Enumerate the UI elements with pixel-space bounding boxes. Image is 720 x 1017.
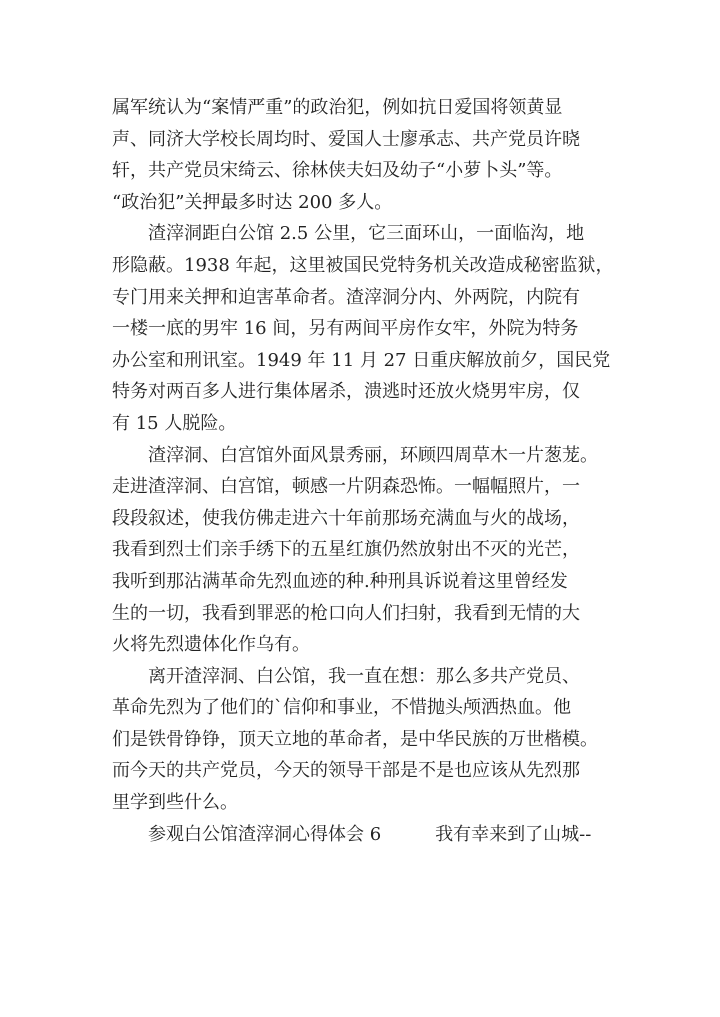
text-line: 渣滓洞、白宫馆外面风景秀丽，环顾四周草木一片葱茏。 [112, 444, 598, 466]
text-line: 走进渣滓洞、白宫馆，顿感一片阴森恐怖。一幅幅照片，一 [112, 476, 580, 498]
text-line: 段段叙述，使我仿佛走进六十年前那场充满血与火的战场， [112, 507, 580, 529]
text-line: 们是铁骨铮铮，顶天立地的革命者，是中华民族的万世楷模。 [112, 728, 598, 750]
text-line: 属军统认为“案情严重”的政治犯，例如抗日爱国将领黄显 [112, 97, 563, 118]
text-line: 参观白公馆渣滓洞心得体会 6 我有幸来到了山城-- [112, 823, 592, 845]
text-line: 轩，共产党员宋绮云、徐林侠夫妇及幼子“小萝卜头”等。 [112, 160, 563, 182]
text-line: 渣滓洞距白公馆 2.5 公里，它三面环山，一面临沟，地 [112, 223, 585, 245]
text-line: 离开渣滓洞、白公馆，我一直在想：那么多共产党员、 [112, 665, 580, 687]
text-line: 而今天的共产党员，今天的领导干部是不是也应该从先烈那 [112, 760, 580, 782]
text-line: 特务对两百多人进行集体屠杀，溃逃时还放火烧男牢房，仅 [112, 381, 580, 403]
text-line: 我看到烈士们亲手绣下的五星红旗仍然放射出不灭的光芒， [112, 539, 580, 561]
text-line: 声、同济大学校长周均时、爱国人士廖承志、共产党员许晓 [112, 128, 580, 150]
text-line: 形隐蔽。1938 年起，这里被国民党特务机关改造成秘密监狱， [112, 254, 614, 276]
text-line: 办公室和刑讯室。1949 年 11 月 27 日重庆解放前夕，国民党 [112, 349, 611, 371]
text-line: 我听到那沾满革命先烈血迹的种.种刑具诉说着这里曾经发 [112, 570, 568, 592]
text-line: “政治犯”关押最多时达 200 多人。 [112, 191, 393, 213]
text-line: 一楼一底的男牢 16 间，另有两间平房作女牢，外院为特务 [112, 318, 579, 340]
text-line: 专门用来关押和迫害革命者。渣滓洞分内、外两院，内院有 [112, 286, 580, 308]
text-line: 里学到些什么。 [112, 792, 238, 814]
text-line: 有 15 人脱险。 [112, 412, 237, 434]
text-line: 革命先烈为了他们的`信仰和事业，不惜抛头颅洒热血。他 [112, 697, 571, 719]
document-body [112, 92, 612, 850]
text-line: 生的一切，我看到罪恶的枪口向人们扫射，我看到无情的大 [112, 602, 580, 624]
text-line: 火将先烈遗体化作乌有。 [112, 634, 310, 656]
